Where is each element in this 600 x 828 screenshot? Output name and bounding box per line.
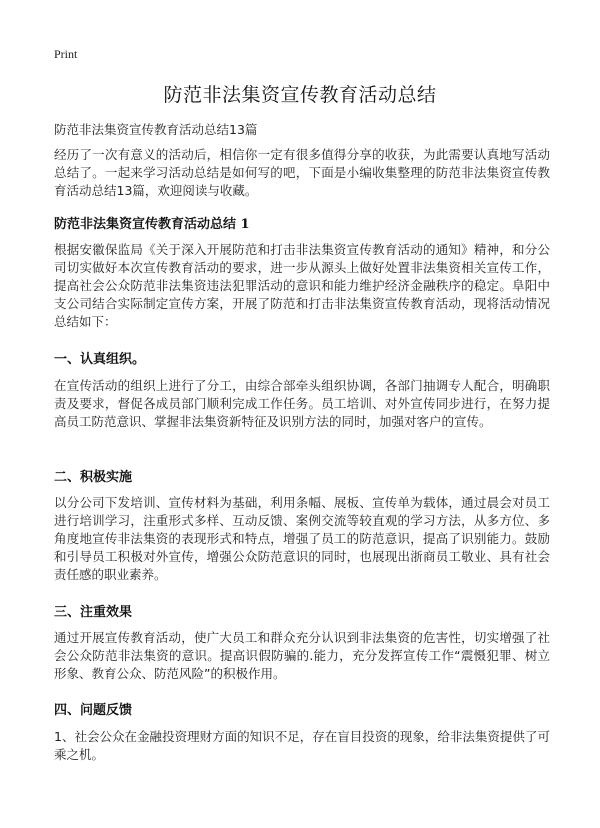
- print-label[interactable]: Print: [54, 47, 78, 61]
- part-paragraph-4: 1、社会公众在金融投资理财方面的知识不足，存在盲目投资的现象，给非法集资提供了可乘之机。: [54, 729, 550, 762]
- part-paragraph-2: 以分公司下发培训、宣传材料为基础，利用条幅、展板、宣传单为载体，通过晨会对员工进行培训学习，注重形式多样、互动反馈、案例交流等较直观的学习方法，从多方位、多角度地宣传非法集资的表现形式和特点，增强了员工的防范意识，提高了识别能力。鼓励和引导员工积极对外宣传，增强公众防范意识的同时，也展现出浙商员工敬业、具有社会责任感的职业素养。: [54, 495, 550, 582]
- intro-paragraph: 经历了一次有意义的活动后，相信你一定有很多值得分享的收获，为此需要认真地写活动总结了。一起来学习活动总结是如何写的吧，下面是小编收集整理的防范非法集资宣传教育活动总结13篇，欢迎阅读与收藏。: [54, 147, 550, 198]
- part-heading-3: 三、注重效果: [54, 605, 133, 620]
- part-heading-4: 四、问题反馈: [54, 703, 133, 718]
- section-heading: 防范非法集资宣传教育活动总结 1: [54, 217, 250, 232]
- part-paragraph-1: 在宣传活动的组织上进行了分工，由综合部牵头组织协调，各部门抽调专人配合，明确职责及要求，督促各成员部门顺利完成工作任务。员工培训、对外宣传同步进行，在努力提高员工防范意识、掌握非法集资新特征及识别方法的同时，加强对客户的宣传。: [54, 378, 550, 429]
- part-paragraph-3: 通过开展宣传教育活动，使广大员工和群众充分认识到非法集资的危害性，切实增强了社会公众防范非法集资的意识。提高识假防骗的.能力，充分发挥宣传工作“震慑犯罪、树立形象、教育公众、防范风险”的积极作用。: [54, 630, 550, 681]
- document-title: 防范非法集资宣传教育活动总结: [163, 84, 437, 106]
- part-heading-2: 二、积极实施: [54, 470, 133, 485]
- part-heading-1: 一、认真组织。: [54, 352, 146, 367]
- document-subtitle: 防范非法集资宣传教育活动总结13篇: [54, 122, 258, 137]
- section-paragraph: 根据安徽保监局《关于深入开展防范和打击非法集资宣传教育活动的通知》精神，和分公司切实做好本次宣传教育活动的要求，进一步从源头上做好处置非法集资相关宣传工作，提高社会公众防范非法集资违法犯罪活动的意识和能力维护经济金融秩序的稳定。阜阳中支公司结合实际制定宣传方案，开展了防范和打击非法集资宣传教育活动，现将活动情况总结如下：: [54, 242, 550, 329]
